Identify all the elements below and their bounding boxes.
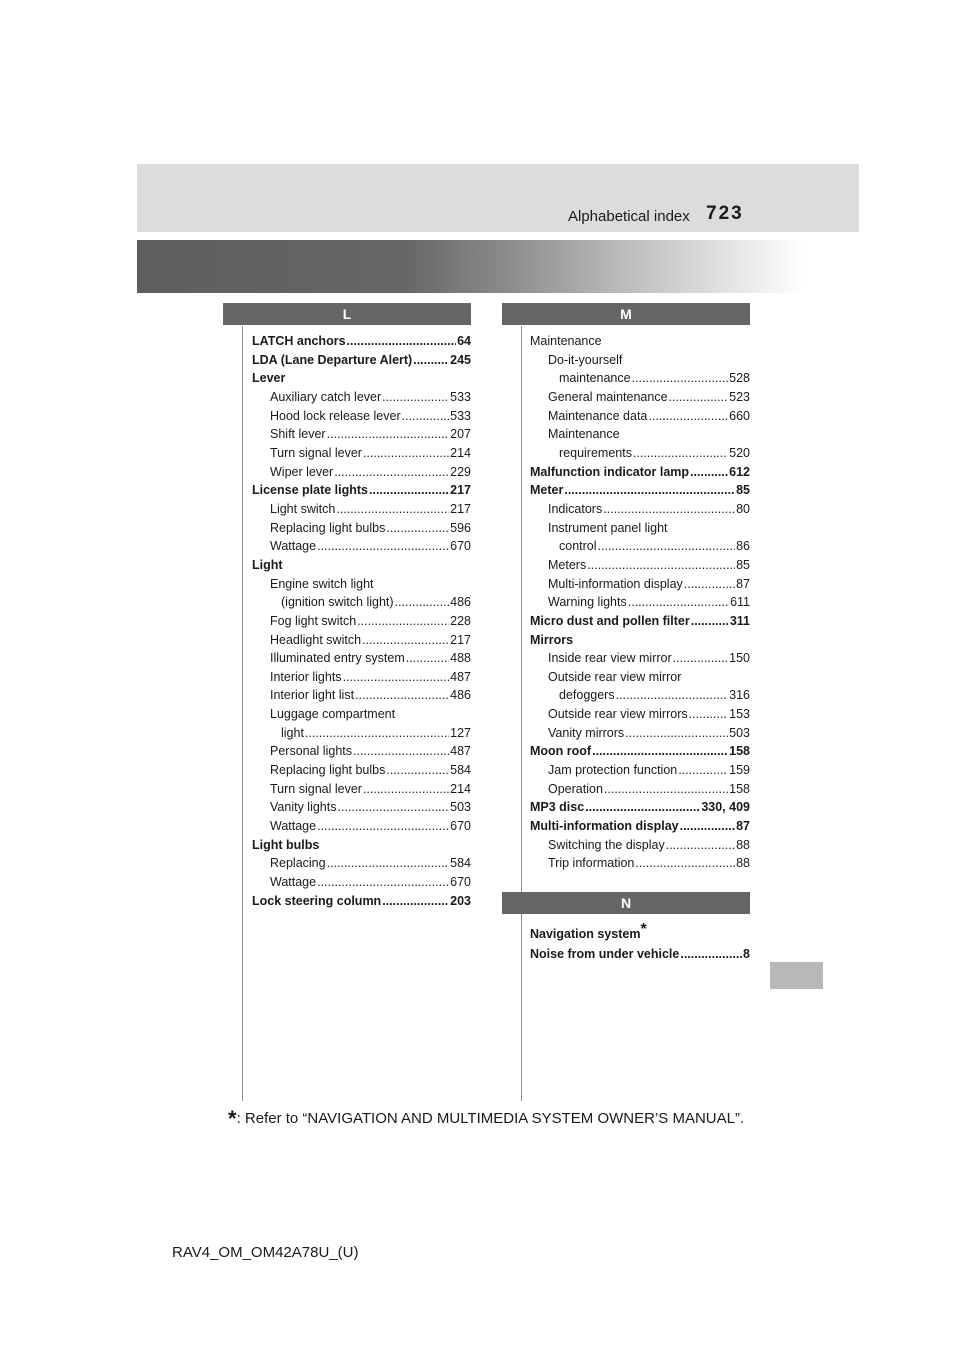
leader-dots [327, 425, 450, 444]
index-entry [252, 537, 471, 556]
entry-page: 316 [729, 688, 750, 703]
entry-page: 596 [450, 520, 471, 535]
entry-page: 64 [457, 334, 471, 348]
entry-page: 311 [729, 613, 750, 628]
leader-dots [669, 388, 729, 407]
entry-label: Wiper lever [270, 464, 334, 479]
footnote-text: : Refer to “NAVIGATION AND MULTIMEDIA SYSTEM OWNER’S MANUAL”. [236, 1110, 745, 1127]
entry-page: 150 [729, 651, 750, 666]
leader-dots [343, 668, 450, 687]
entry-label: Interior lights [270, 669, 342, 684]
leader-dots [355, 686, 449, 705]
entry-page: 520 [729, 445, 750, 460]
index-entry [252, 425, 471, 444]
index-entry [252, 444, 471, 463]
index-entry [530, 407, 750, 426]
entry-page: 87 [736, 819, 750, 834]
index-entry [252, 519, 471, 538]
entry-page: 503 [729, 725, 750, 740]
leader-dots [632, 369, 729, 388]
entry-label: Turn signal lever [270, 781, 362, 796]
entry-label: defoggers [559, 688, 615, 703]
entry-label: Trip information [548, 856, 635, 871]
leader-dots [363, 444, 449, 463]
entry-label: Inside rear view mirror [548, 651, 672, 666]
entry-page: 88 [736, 837, 750, 852]
entry-page: 214 [450, 781, 471, 796]
leader-dots [317, 537, 449, 556]
entry-label: MP3 disc [530, 800, 585, 815]
entry-label: Wattage [270, 819, 317, 834]
index-entry [252, 649, 471, 668]
entry-label: Personal lights [270, 744, 352, 759]
entry-page: 528 [729, 371, 750, 386]
leader-dots [635, 854, 735, 873]
entry-label: Hood lock release lever [270, 408, 401, 423]
entry-page: 153 [729, 707, 750, 722]
entry-page: 503 [450, 800, 471, 815]
entry-label: Vanity lights [270, 800, 337, 815]
leader-dots [317, 873, 449, 892]
entry-label: Maintenance data [548, 408, 648, 423]
index-entry [252, 575, 471, 594]
index-entry [530, 945, 750, 964]
entry-label: Lever [252, 371, 286, 386]
entry-page: 88 [736, 856, 750, 871]
entry-page: 85 [736, 557, 750, 572]
index-entry [530, 854, 750, 873]
index-entry [530, 668, 750, 687]
entry-label: Light switch [270, 501, 336, 516]
entry-label: LATCH anchors [252, 334, 346, 348]
index-entry-list-n [502, 923, 750, 964]
index-entry [252, 463, 471, 482]
entry-page: 87 [736, 576, 750, 591]
entry-page: 86 [736, 539, 750, 554]
entry-page: 85 [736, 483, 750, 498]
leader-dots [625, 724, 728, 743]
leader-dots [386, 519, 449, 538]
index-entry [530, 463, 750, 482]
entry-page: 127 [450, 725, 471, 740]
entry-label: Replacing light bulbs [270, 763, 386, 778]
leader-dots [585, 798, 700, 817]
entry-page: 670 [450, 875, 471, 890]
entry-label: Noise from under vehicle [530, 947, 680, 962]
leader-dots [382, 892, 449, 911]
index-entry [252, 481, 471, 500]
entry-page: 158 [729, 781, 750, 796]
entry-label: Maintenance [548, 427, 620, 442]
leader-dots [395, 593, 450, 612]
leader-dots [327, 854, 450, 873]
entry-label: Replacing light bulbs [270, 520, 386, 535]
entry-label: Turn signal lever [270, 445, 362, 460]
entry-label: Maintenance [530, 334, 602, 348]
index-entry [530, 351, 750, 370]
leader-dots [334, 463, 449, 482]
letter-heading-m: M [502, 303, 750, 325]
index-entry [252, 612, 471, 631]
index-entry [530, 631, 750, 650]
index-entry [252, 724, 471, 743]
leader-dots [666, 836, 735, 855]
index-entry-list-l [223, 332, 471, 910]
entry-label: Outside rear view mirror [548, 669, 682, 684]
footnote [228, 1106, 744, 1132]
entry-label: Instrument panel light [548, 520, 668, 535]
entry-label: control [559, 539, 597, 554]
document-code: RAV4_OM_OM42A78U_(U) [172, 1244, 359, 1261]
index-entry-list-m [502, 332, 750, 873]
index-entry [530, 742, 750, 761]
entry-page: 533 [450, 408, 471, 423]
entry-label: Navigation system [530, 927, 641, 942]
entry-label: maintenance [559, 371, 631, 386]
letter-heading-l: L [223, 303, 471, 325]
entry-label: Wattage [270, 875, 317, 890]
index-entry [530, 537, 750, 556]
entry-page: 228 [450, 613, 471, 628]
index-entry [252, 780, 471, 799]
index-entry [252, 668, 471, 687]
entry-label: Lock steering column [252, 893, 382, 908]
leader-dots [689, 705, 729, 724]
index-column-l [223, 303, 471, 910]
entry-label: Engine switch light [270, 576, 374, 591]
entry-page: 217 [450, 483, 471, 498]
index-entry [530, 425, 750, 444]
entry-label: Switching the display [548, 837, 665, 852]
footnote-mark: * [640, 921, 647, 939]
index-entry [252, 631, 471, 650]
index-entry [530, 519, 750, 538]
entry-page: 207 [450, 427, 471, 442]
entry-page: 523 [729, 389, 750, 404]
entry-page: 486 [450, 688, 471, 703]
leader-dots [598, 537, 736, 556]
leader-dots [648, 407, 728, 426]
index-entry [252, 388, 471, 407]
leader-dots [678, 761, 728, 780]
index-entry [530, 780, 750, 799]
entry-label: General maintenance [548, 389, 668, 404]
entry-page: 8 [743, 947, 750, 962]
entry-label: light [281, 725, 304, 740]
leader-dots [402, 407, 450, 426]
entry-page: 584 [450, 856, 471, 871]
leader-dots [673, 649, 729, 668]
page-number: 723 [706, 203, 744, 224]
leader-dots [413, 351, 449, 370]
leader-dots [382, 388, 449, 407]
index-entry [530, 332, 750, 351]
index-entry [530, 444, 750, 463]
leader-dots [603, 500, 735, 519]
index-entry [252, 705, 471, 724]
index-entry [252, 873, 471, 892]
index-entry [530, 798, 750, 817]
leader-dots [592, 742, 728, 761]
chapter-gradient-bar [137, 240, 803, 293]
entry-label: (ignition switch light) [281, 595, 394, 610]
entry-page: 487 [450, 669, 471, 684]
entry-label: Vanity mirrors [548, 725, 625, 740]
index-entry [252, 854, 471, 873]
leader-dots [604, 780, 728, 799]
index-entry [530, 556, 750, 575]
index-entry [530, 500, 750, 519]
entry-page: 660 [729, 408, 750, 423]
leader-dots [362, 631, 449, 650]
index-entry [530, 836, 750, 855]
leader-dots [369, 481, 449, 500]
entry-label: Multi-information display [530, 819, 679, 834]
entry-page: 217 [450, 501, 471, 516]
entry-label: Outside rear view mirrors [548, 707, 688, 722]
index-column-mn [502, 303, 750, 964]
index-entry [530, 705, 750, 724]
entry-label: Illuminated entry system [270, 651, 405, 666]
index-entry [530, 923, 750, 945]
entry-page: 217 [450, 632, 471, 647]
index-entry [530, 649, 750, 668]
entry-label: Luggage compartment [270, 707, 396, 722]
letter-heading-n: N [502, 892, 750, 914]
index-entry [530, 686, 750, 705]
index-entry [530, 724, 750, 743]
entry-page: 245 [450, 352, 471, 367]
leader-dots [628, 593, 729, 612]
leader-dots [690, 463, 728, 482]
entry-label: Interior light list [270, 688, 355, 703]
entry-label: Shift lever [270, 427, 326, 442]
entry-label: Micro dust and pollen filter [530, 613, 690, 628]
leader-dots [363, 780, 449, 799]
entry-page: 670 [450, 819, 471, 834]
index-entry [252, 332, 471, 351]
entry-page: 214 [450, 445, 471, 460]
index-entry [252, 817, 471, 836]
entry-label: Jam protection function [548, 763, 678, 778]
index-entry [252, 556, 471, 575]
entry-label: Headlight switch [270, 632, 362, 647]
entry-page: 670 [450, 539, 471, 554]
index-entry [530, 817, 750, 836]
entry-label: Operation [548, 781, 603, 796]
entry-page: 159 [729, 763, 750, 778]
index-entry [252, 836, 471, 855]
entry-page: 487 [450, 744, 471, 759]
entry-page: 330, 409 [701, 800, 750, 815]
entry-label: requirements [559, 445, 632, 460]
entry-label: Do-it-yourself [548, 352, 623, 367]
entry-page: 612 [729, 464, 750, 479]
entry-label: Warning lights [548, 595, 627, 610]
entry-label: Mirrors [530, 632, 574, 647]
entry-page: 584 [450, 763, 471, 778]
leader-dots [616, 686, 729, 705]
leader-dots [305, 724, 449, 743]
leader-dots [337, 798, 449, 817]
entry-page: 229 [450, 464, 471, 479]
leader-dots [336, 500, 449, 519]
leader-dots [353, 742, 449, 761]
index-entry [252, 407, 471, 426]
index-entry [530, 612, 750, 631]
leader-dots [587, 556, 735, 575]
entry-label: Meter [530, 483, 564, 498]
index-entry [530, 369, 750, 388]
entry-label: Replacing [270, 856, 326, 871]
index-entry [530, 388, 750, 407]
entry-label: LDA (Lane Departure Alert) [252, 352, 413, 367]
index-entry [530, 593, 750, 612]
index-entry [252, 798, 471, 817]
index-entry [252, 593, 471, 612]
entry-label: Light bulbs [252, 837, 320, 852]
entry-page: 80 [736, 501, 750, 516]
entry-page: 611 [730, 595, 750, 610]
leader-dots [691, 612, 729, 631]
entry-label: Malfunction indicator lamp [530, 464, 690, 479]
section-title: Alphabetical index [568, 208, 690, 225]
index-entry [530, 761, 750, 780]
footnote-mark: * [228, 1106, 237, 1131]
index-entry [252, 351, 471, 370]
entry-page: 488 [450, 651, 471, 666]
chapter-tab-marker [770, 962, 823, 989]
leader-dots [317, 817, 449, 836]
leader-dots [347, 332, 457, 351]
entry-page: 533 [450, 389, 471, 404]
entry-page: 203 [450, 893, 471, 908]
leader-dots [680, 817, 735, 836]
entry-label: Fog light switch [270, 613, 357, 628]
index-entry [252, 742, 471, 761]
index-entry [530, 481, 750, 500]
leader-dots [357, 612, 449, 631]
entry-label: Meters [548, 557, 587, 572]
leader-dots [386, 761, 449, 780]
index-entry [530, 575, 750, 594]
leader-dots [633, 444, 728, 463]
entry-label: Multi-information display [548, 576, 683, 591]
index-entry [252, 892, 471, 911]
entry-label: Indicators [548, 501, 603, 516]
index-entry [252, 500, 471, 519]
leader-dots [406, 649, 449, 668]
entry-label: Wattage [270, 539, 317, 554]
entry-page: 486 [450, 595, 471, 610]
entry-label: License plate lights [252, 483, 369, 498]
index-entry [252, 369, 471, 388]
index-entry [252, 761, 471, 780]
header-band [137, 164, 859, 232]
leader-dots [684, 575, 735, 594]
leader-dots [680, 945, 742, 964]
index-entry [252, 686, 471, 705]
entry-label: Auxiliary catch lever [270, 389, 382, 404]
entry-label: Light [252, 557, 283, 572]
entry-page: 158 [729, 744, 750, 759]
entry-label: Moon roof [530, 744, 592, 759]
leader-dots [564, 481, 735, 500]
